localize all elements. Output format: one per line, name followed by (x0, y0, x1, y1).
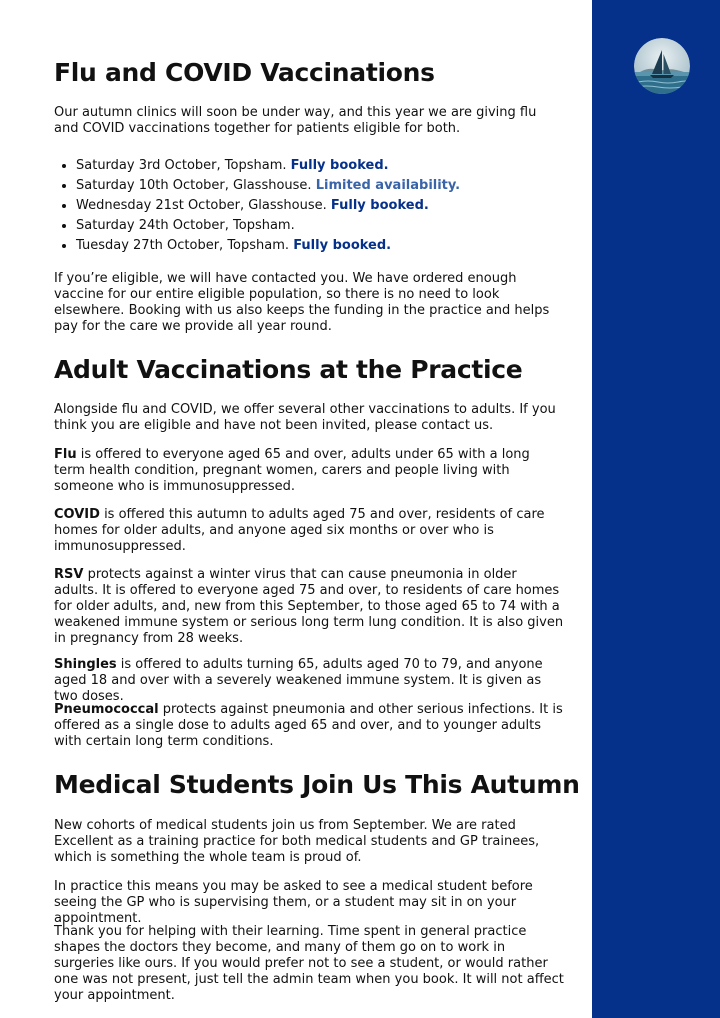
clinic-item: • Saturday 24th October, Topsham. (76, 216, 586, 236)
vaccine-paragraph-shingles: Shingles is offered to adults turning 65, adults aged 70 to 79, and anyone aged 18 and over with a severely weakened immune system. It is given as two doses. (54, 657, 543, 704)
availability-status: Limited availability. (315, 178, 461, 193)
clinic-list (54, 156, 586, 256)
students-paragraph-3: Thank you for helping with their learning. Time spent in general practice shapes the doctors they become, and many of them go on to work in surgeries like ours. If you would prefer not to see a student, or would rather one was not present, just tell the admin team when you book. It will not affect your appointment. (54, 924, 564, 1003)
clinic-item: • Saturday 10th October, Glasshouse. Limited availability. (76, 176, 586, 196)
availability-status: Fully booked. (290, 158, 389, 173)
flu-covid-intro: Our autumn clinics will soon be under way, and this year we are giving flu and COVID vaccinations together for patients eligible for both. (54, 105, 537, 136)
flu-covid-heading: Flu and COVID Vaccinations (54, 58, 435, 87)
vaccine-term: Flu (54, 447, 77, 462)
vaccine-term: COVID (54, 507, 100, 522)
students-paragraph-2: In practice this means you may be asked to see a medical student before seeing the GP who is supervising them, or a student may sit in on your appointment. (54, 879, 533, 926)
clinic-item: • Tuesday 27th October, Topsham. Fully booked. (76, 236, 586, 256)
vaccine-term: Pneumococcal (54, 702, 159, 717)
sailboat-logo (634, 38, 690, 94)
vaccine-paragraph-rsv: RSV protects against a winter virus that can cause pneumonia in older adults. It is offered to everyone aged 75 and over, to residents of care homes for older adults, and, new from this September, to those aged 65 to 74 with a weakened immune system or serious long term lung condition. It is also given in pregnancy from 28 weeks. (54, 567, 564, 646)
flu-covid-outro: If you’re eligible, we will have contacted you. We have ordered enough vaccine for our entire eligible population, so there is no need to look elsewhere. Booking with us also keeps the funding in the practice and helps pay for the care we provide all year round. (54, 271, 550, 334)
clinic-item: • Wednesday 21st October, Glasshouse. Fully booked. (76, 196, 586, 216)
medical-students-heading: Medical Students Join Us This Autumn (54, 770, 580, 799)
students-paragraph-1: New cohorts of medical students join us from September. We are rated Excellent as a training practice for both medical students and GP trainees, which is something the whole team is proud of. (54, 818, 540, 865)
vaccine-term: RSV (54, 567, 84, 582)
availability-status: Fully booked. (330, 198, 429, 213)
vaccine-term: Shingles (54, 657, 117, 672)
vaccine-paragraph-covid: COVID is offered this autumn to adults aged 75 and over, residents of care homes for older adults, and anyone aged six months or over who is immunosuppressed. (54, 507, 545, 554)
adult-vaccinations-intro: Alongside flu and COVID, we offer several other vaccinations to adults. If you think you are eligible and have not been invited, please contact us. (54, 402, 556, 433)
adult-vaccinations-heading: Adult Vaccinations at the Practice (54, 355, 523, 384)
vaccine-paragraph-flu: Flu is offered to everyone aged 65 and over, adults under 65 with a long term health condition, pregnant women, carers and people living with someone who is immunosuppressed. (54, 447, 530, 494)
availability-status: Fully booked. (293, 238, 392, 253)
clinic-item: • Saturday 3rd October, Topsham. Fully booked. (76, 156, 586, 176)
vaccine-paragraph-pneumococcal: Pneumococcal protects against pneumonia and other serious infections. It is offered as a single dose to adults aged 65 and over, and to younger adults with certain long term conditions. (54, 702, 563, 749)
sidebar-band (592, 0, 720, 1018)
